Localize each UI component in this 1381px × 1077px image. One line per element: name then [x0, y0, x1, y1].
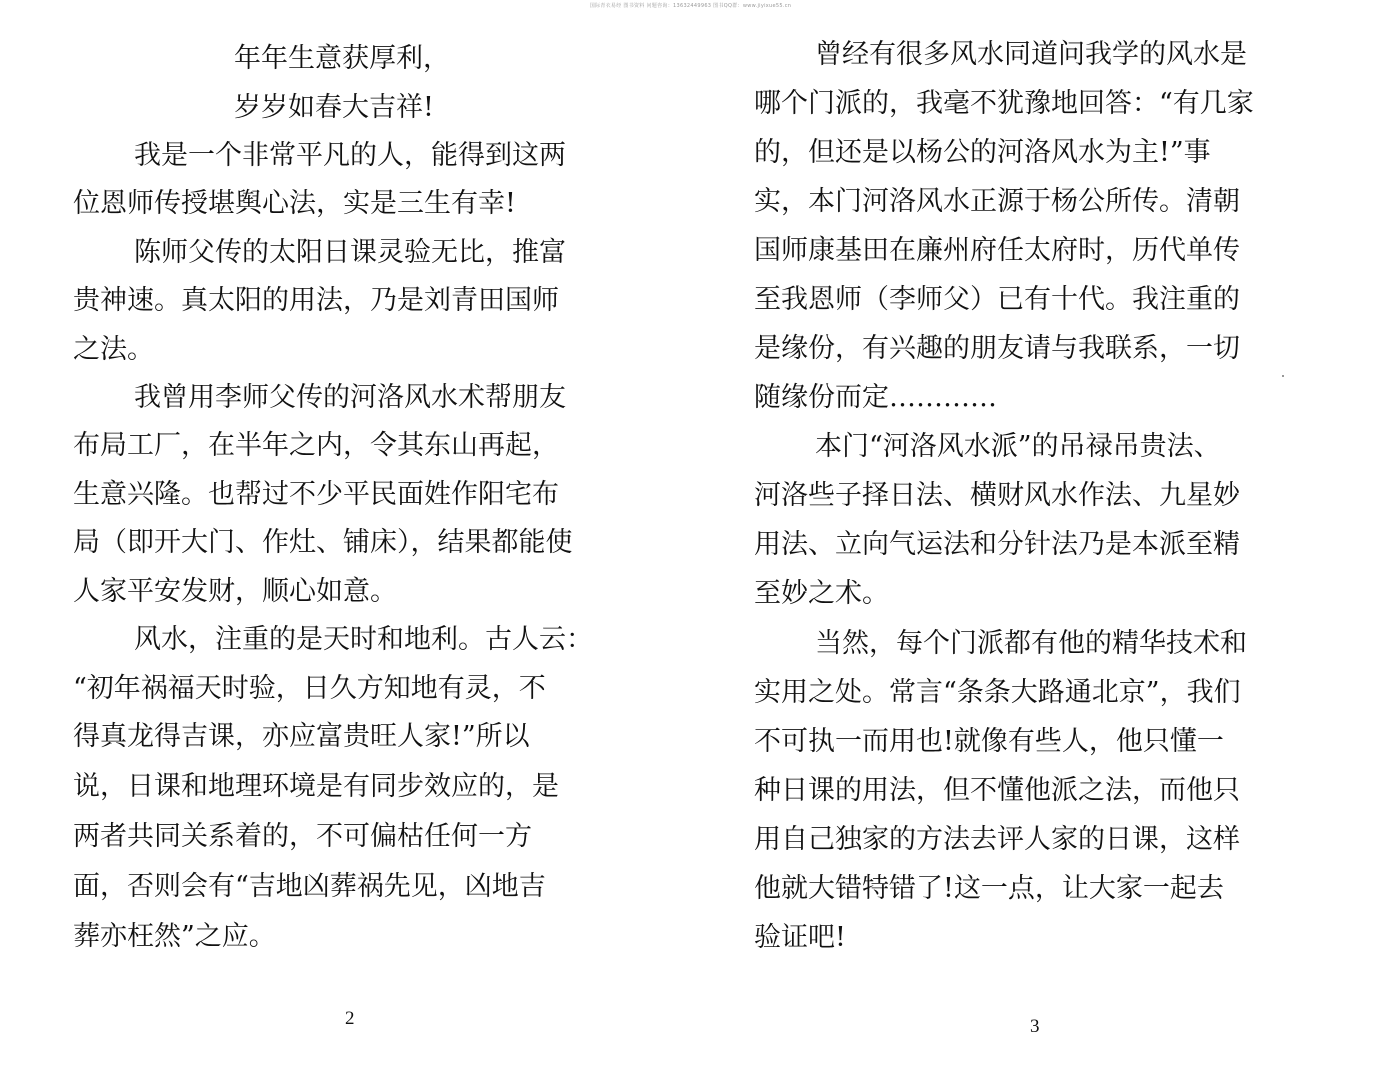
- text-line: 位恩师传授堪舆心法，实是三生有幸!: [73, 188, 516, 219]
- text-line: 验证吧!: [754, 922, 846, 953]
- text-line: 的，但还是以杨公的河洛风水为主!”事: [754, 137, 1211, 168]
- text-line: 哪个门派的，我毫不犹豫地回答：“有几家: [754, 88, 1254, 119]
- text-line: 岁岁如春大吉祥!: [234, 92, 434, 123]
- scan-speck: [1282, 375, 1284, 377]
- left-page: [0, 0, 690, 1077]
- text-line: 得真龙得吉课，亦应富贵旺人家!”所以: [73, 721, 530, 752]
- right-page: [690, 0, 1381, 1077]
- text-line: 种日课的用法，但不懂他派之法，而他只: [754, 775, 1240, 806]
- text-line: 我曾用李师父传的河洛风水术帮朋友: [134, 382, 566, 413]
- text-line: 之法。: [73, 334, 154, 365]
- text-line: 贵神速。真太阳的用法，乃是刘青田国师: [73, 285, 559, 316]
- text-line: 至妙之术。: [754, 578, 889, 609]
- text-line: 实用之处。常言“条条大路通北京”，我们: [754, 677, 1241, 708]
- text-line: 面，否则会有“吉地凶葬祸先见，凶地吉: [73, 871, 546, 902]
- text-line: 用法、立向气运法和分针法乃是本派至精: [754, 529, 1240, 560]
- text-line: 国师康基田在廉州府任太府时，历代单传: [754, 235, 1240, 266]
- text-line: 局（即开大门、作灶、铺床），结果都能使: [73, 527, 573, 558]
- text-line: 随缘份而定…………: [754, 382, 997, 413]
- text-line: 说，日课和地理环境是有同步效应的，是: [73, 771, 559, 802]
- text-line: 人家平安发财，顺心如意。: [73, 576, 397, 607]
- text-line: 两者共同关系着的，不可偏枯任何一方: [73, 821, 532, 852]
- text-line: 用自己独家的方法去评人家的日课，这样: [754, 824, 1240, 855]
- text-line: “初年祸福天时验，日久方知地有灵，不: [73, 673, 546, 704]
- text-line: 是缘份，有兴趣的朋友请与我联系，一切: [754, 333, 1240, 364]
- text-line: 布局工厂，在半年之内，令其东山再起，: [73, 430, 559, 461]
- text-line: 至我恩师（李师父）已有十代。我注重的: [754, 284, 1240, 315]
- text-line: 本门“河洛风水派”的吊禄吊贵法、: [815, 431, 1221, 462]
- text-line: 陈师父传的太阳日课灵验无比，推富: [134, 237, 566, 268]
- text-line: 他就大错特错了!这一点，让大家一起去: [754, 873, 1224, 904]
- text-line: 河洛些子择日法、横财风水作法、九星妙: [754, 480, 1240, 511]
- text-line: 我是一个非常平凡的人，能得到这两: [134, 140, 566, 171]
- text-line: 生意兴隆。也帮过不少平民面姓作阳宅布: [73, 479, 559, 510]
- text-line: 实，本门河洛风水正源于杨公所传。清朝: [754, 186, 1240, 217]
- text-line: 当然，每个门派都有他的精华技术和: [815, 628, 1247, 659]
- header-watermark: 国际青衣易经 图书资料 问题咨询：13632449963 图书QQ群：www.jiyixue55.cn: [589, 3, 792, 9]
- text-line: 葬亦枉然”之应。: [73, 921, 276, 952]
- text-line: 不可执一而用也!就像有些人，他只懂一: [754, 726, 1224, 757]
- page-number: 3: [1030, 1016, 1040, 1037]
- text-line: 风水，注重的是天时和地利。古人云：: [134, 624, 593, 655]
- page-number: 2: [345, 1008, 355, 1029]
- text-line: 年年生意获厚利，: [234, 43, 450, 74]
- text-line: 曾经有很多风水同道问我学的风水是: [815, 39, 1247, 70]
